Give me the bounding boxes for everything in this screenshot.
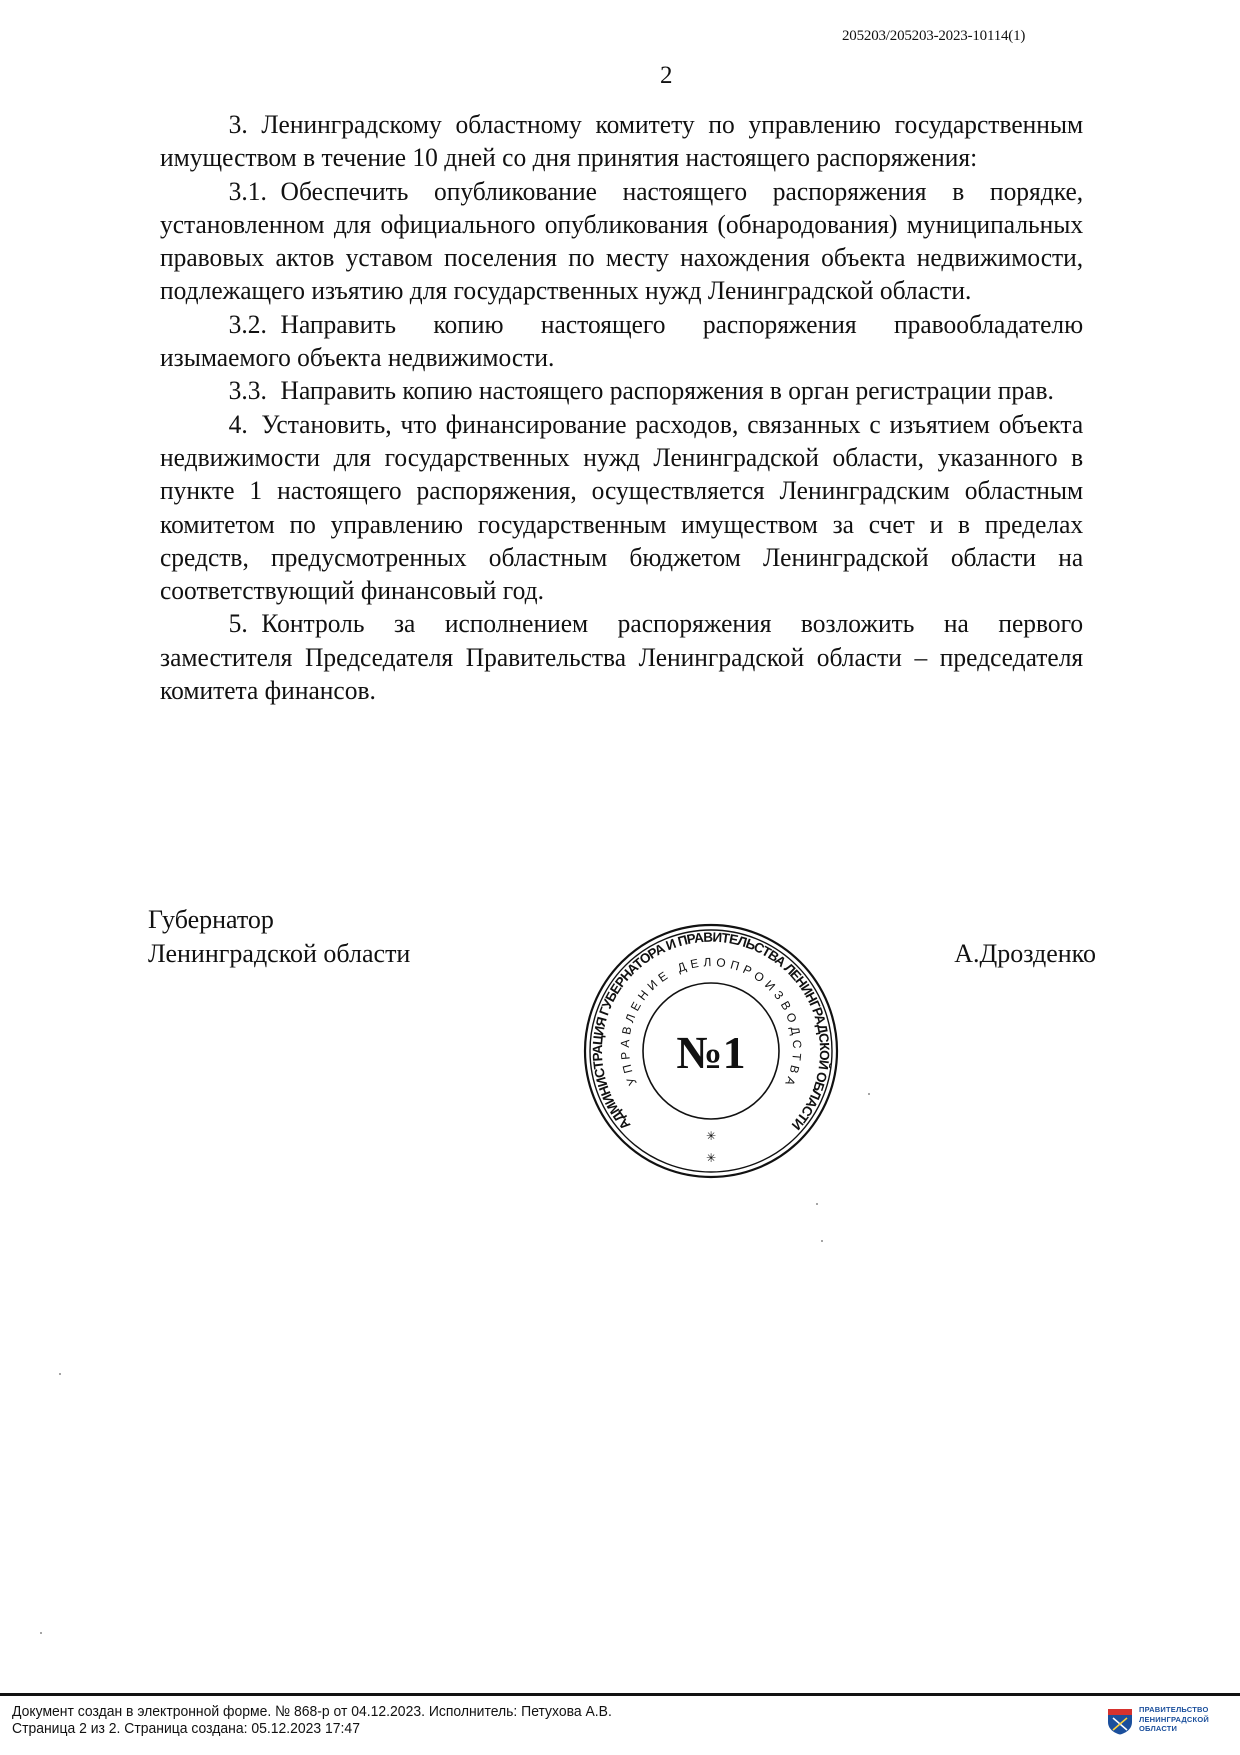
footer-info <box>12 1703 612 1737</box>
signatory-title: Губернатор <box>148 905 274 934</box>
paragraph-3 <box>160 108 1083 175</box>
document-body <box>160 108 1102 707</box>
paragraph-number: 5. <box>228 609 248 639</box>
scan-speck <box>59 1373 61 1375</box>
paragraph-number: 3. <box>228 110 248 139</box>
official-stamp <box>580 920 842 1182</box>
paragraph-number: 3.2. <box>228 309 267 339</box>
paragraph-3-2 <box>160 308 1083 375</box>
logo-caption <box>1139 1705 1209 1734</box>
paragraph-4 <box>160 408 1083 608</box>
coat-of-arms-icon <box>1107 1705 1133 1735</box>
paragraph-text: Обеспечить опубликование настоящего распоряжения в порядке, установленном для официального опубликования (обнародования) муниципальных правовых актов уставом поселения по месту нахождения объекта недвижимости, подлежащего изъятию для государственных нужд Ленинградской области. <box>160 176 1084 306</box>
logo-text-line: ЛЕНИНГРАДСКОЙ <box>1139 1714 1209 1724</box>
government-logo <box>1107 1705 1209 1735</box>
stamp-ornament-1: ✳ <box>705 1129 717 1143</box>
paragraph-text: Ленинградскому областному комитету по управлению государственным имуществом в течение 10 дней со дня принятия настоящего распоряжения: <box>160 110 1084 173</box>
registration-number: 205203/205203-2023-10114(1) <box>842 28 1026 44</box>
paragraph-3-3 <box>160 374 1083 407</box>
paragraph-number: 3.1. <box>228 176 267 206</box>
stamp-center-number: №1 <box>676 1027 746 1078</box>
scan-speck <box>40 1632 42 1634</box>
stamp-outer-text: АДМИНИСТРАЦИЯ ГУБЕРНАТОРА И ПРАВИТЕЛЬСТВА ЛЕНИНГРАДСКОЙ ОБЛАСТИ <box>589 929 833 1133</box>
paragraph-text: Контроль за исполнением распоряжения возложить на первого заместителя Председателя Правительства Ленинградской области – председателя комитета финансов. <box>160 609 1084 706</box>
scan-speck <box>821 1240 823 1242</box>
paragraph-text: Направить копию настоящего распоряжения в орган регистрации прав. <box>280 376 1054 406</box>
stamp-inner-text: УПРАВЛЕНИЕ ДЕЛОПРОИЗВОДСТВА <box>617 955 805 1088</box>
footer-divider <box>0 1693 1240 1696</box>
signatory-name: А.Дрозденко <box>954 939 1096 968</box>
page-number: 2 <box>660 62 673 89</box>
paragraph-text: Установить, что финансирование расходов, связанных с изъятием объекта недвижимости для государственных нужд Ленинградской области, указанного в пункте 1 настоящего распоряжения, осуществляется Ленинградским областным комитетом по управлению государственным имуществом за счет и в пределах средств, предусмотренных областным бюджетом Ленинградской области на соответствующий финансовый год. <box>160 409 1084 606</box>
paragraph-text: Направить копию настоящего распоряжения правообладателю изымаемого объекта недвижимости. <box>160 309 1084 373</box>
logo-text-line: ОБЛАСТИ <box>1139 1724 1178 1733</box>
scan-speck <box>816 1203 818 1205</box>
scan-speck <box>868 1093 870 1095</box>
footer-page-info: Страница 2 из 2. Страница создана: 05.12.2023 17:47 <box>12 1720 360 1737</box>
paragraph-number: 4. <box>228 409 248 439</box>
paragraph-5 <box>160 607 1083 707</box>
logo-text-line: ПРАВИТЕЛЬСТВО <box>1139 1705 1209 1714</box>
stamp-ornament-2: ✳ <box>705 1151 717 1165</box>
paragraph-3-1 <box>160 175 1083 308</box>
footer-document-info: Документ создан в электронной форме. № 868-р от 04.12.2023. Исполнитель: Петухова А.В. <box>12 1703 612 1720</box>
signatory-region: Ленинградской области <box>148 939 411 968</box>
paragraph-number: 3.3. <box>228 376 267 406</box>
